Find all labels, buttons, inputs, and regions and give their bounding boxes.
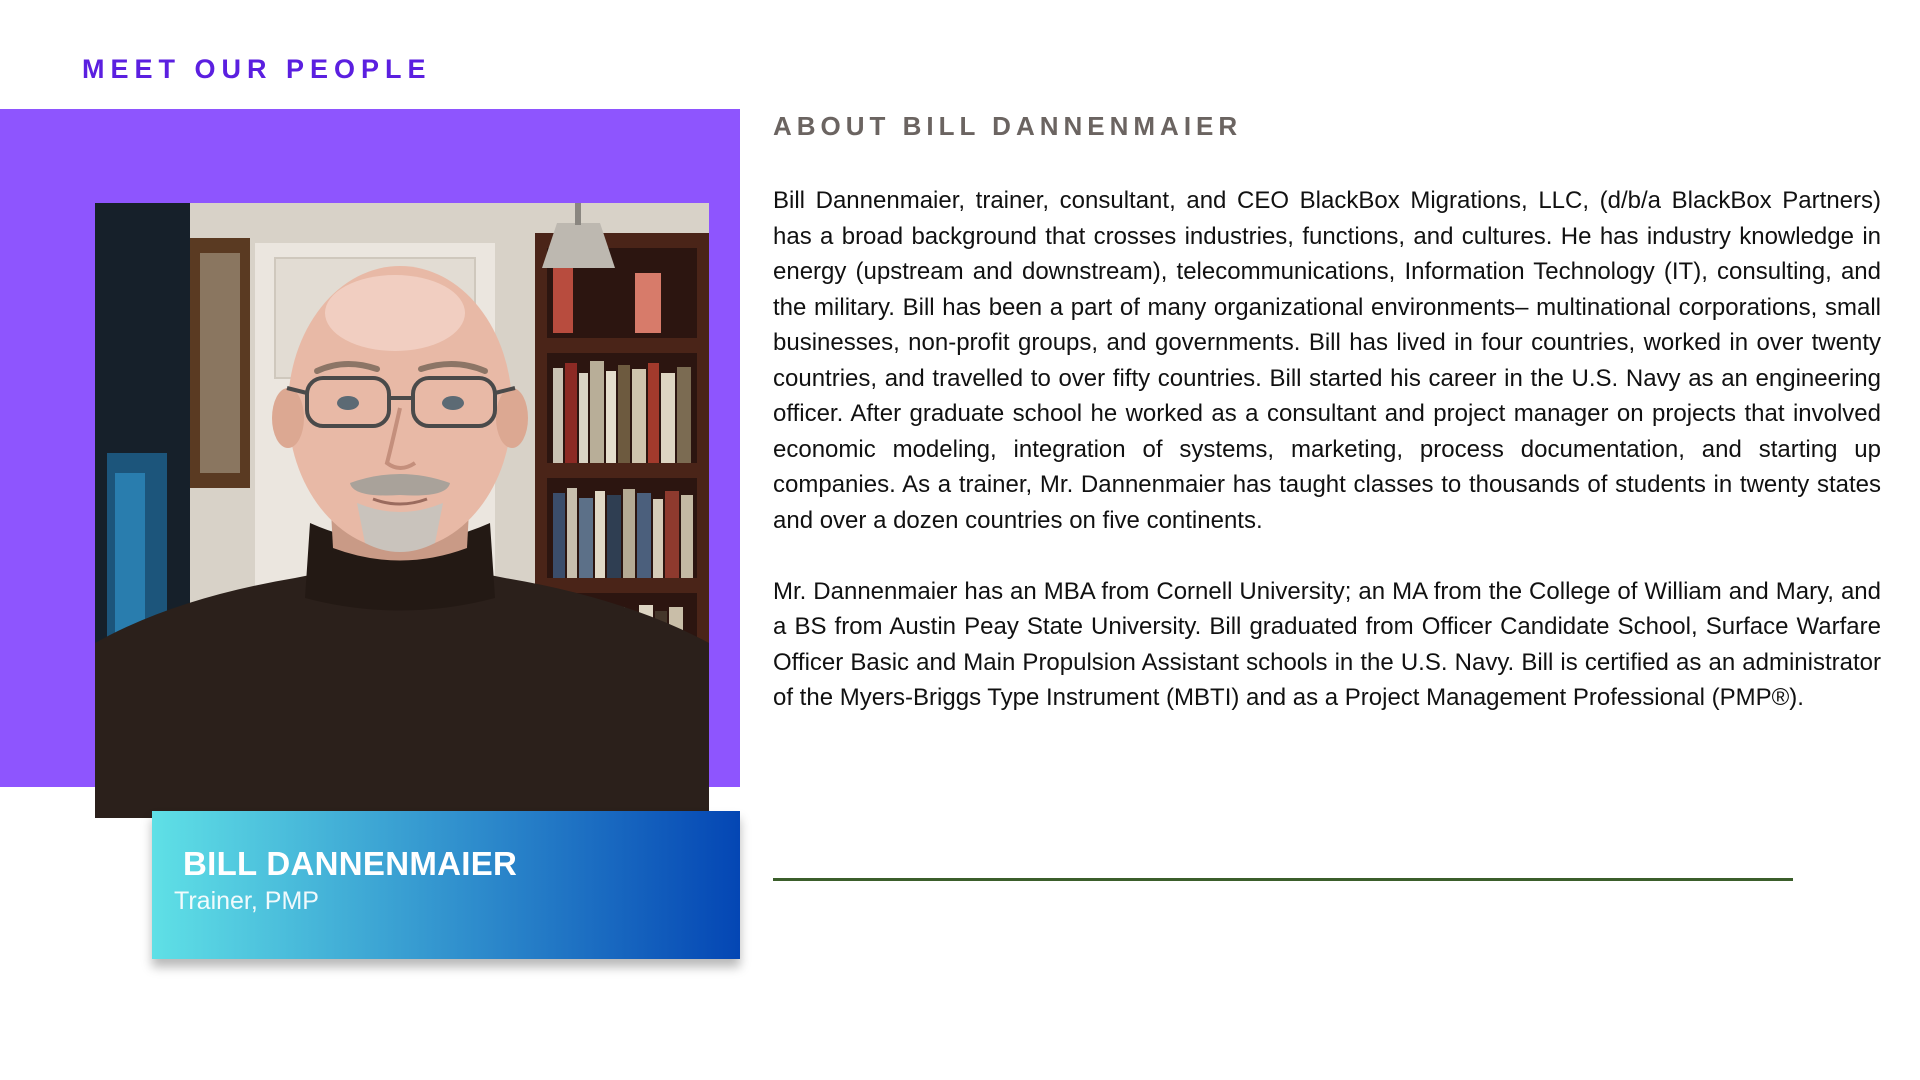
about-heading: ABOUT BILL DANNENMAIER: [773, 111, 1243, 141]
person-role: Trainer, PMP: [174, 887, 319, 915]
name-card: [152, 811, 740, 959]
section-eyebrow: MEET OUR PEOPLE: [82, 54, 432, 84]
bio-text: [773, 183, 1881, 751]
profile-photo: [95, 203, 709, 818]
divider-line: [773, 878, 1793, 881]
bio-paragraph: Bill Dannenmaier, trainer, consultant, and CEO BlackBox Migrations, LLC, (d/b/a BlackBox Partners) has a broad background that crosses industries, functions, and cultures. He has industry knowledge in energy (upstream and downstream), telecommunications, Information Technology (IT), consulting, and the military. Bill has been a part of many organizational environments– multinational corporations, small businesses, non-profit groups, and governments. Bill has lived in four countries, worked in over twenty countries, and travelled to over fifty countries. Bill started his career in the U.S. Navy as an engineering officer. After graduate school he worked as a consultant and project manager on projects that involved economic modeling, integration of systems, marketing, process documentation, and starting up companies. As a trainer, Mr. Dannenmaier has taught classes to thousands of students in twenty states and over a dozen countries on five continents.: [773, 187, 1881, 534]
portrait-illustration: [95, 203, 709, 818]
bio-paragraph: Mr. Dannenmaier has an MBA from Cornell University; an MA from the College of William and Mary, and a BS from Austin Peay State University. Bill graduated from Officer Candidate School, Surface Warfare Officer Basic and Main Propulsion Assistant schools in the U.S. Navy. Bill is certified as an administrator of the Myers-Briggs Type Instrument (MBTI) and as a Project Management Professional (PMP®).: [773, 577, 1881, 711]
person-name: BILL DANNENMAIER: [183, 845, 518, 882]
